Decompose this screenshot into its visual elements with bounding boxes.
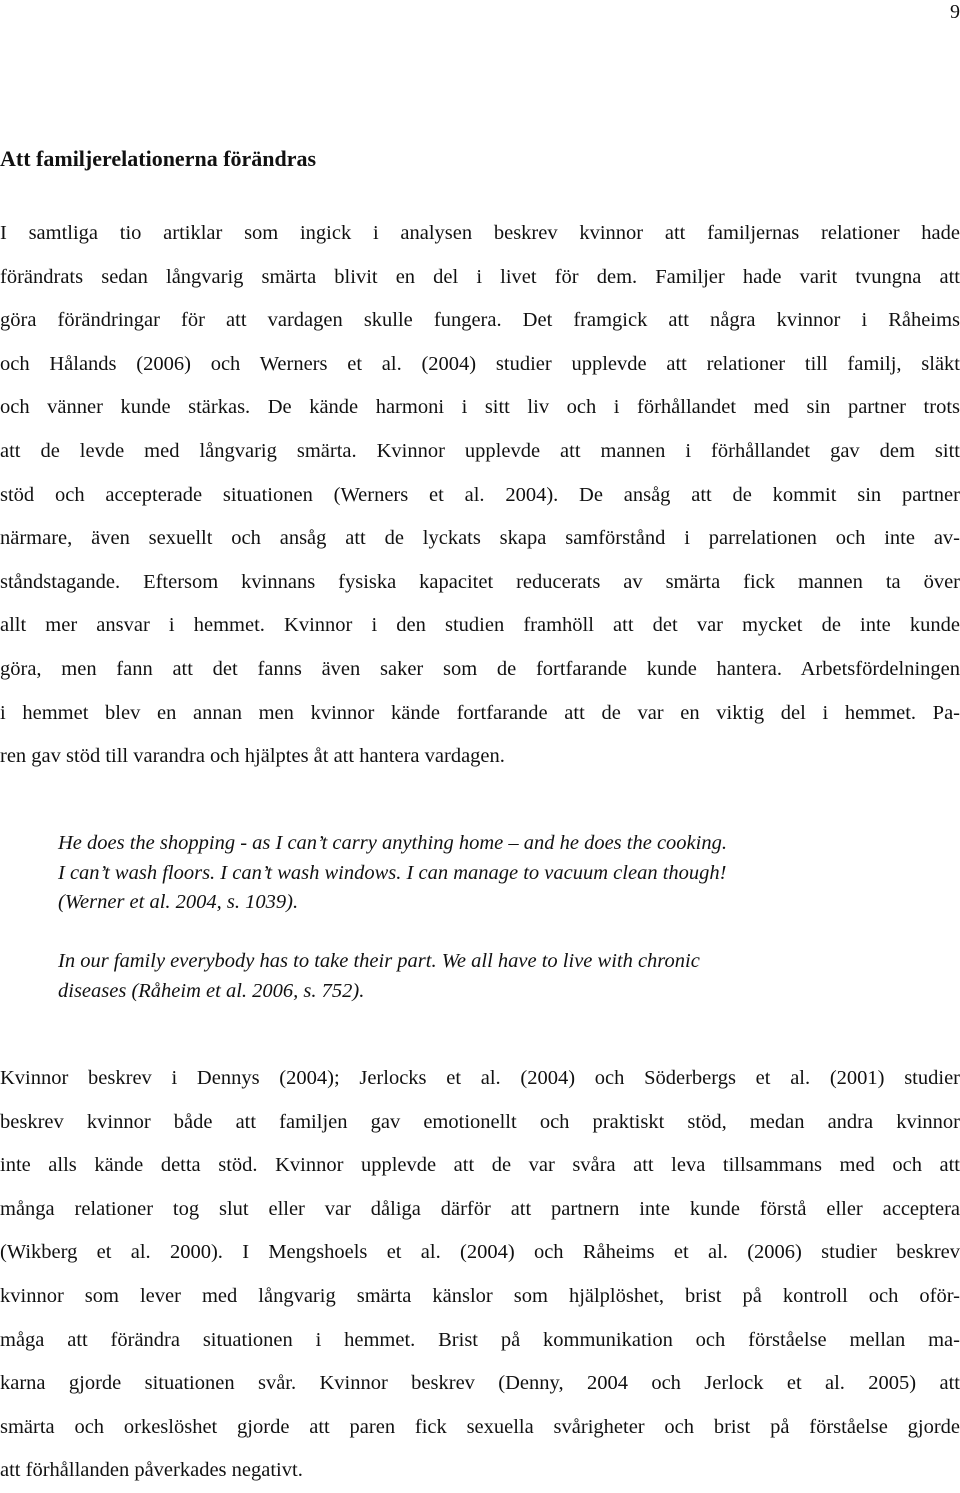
paragraph-line: stöd och accepterade situationen (Werners et al. 2004). De ansåg att de kommit sin partner — [0, 483, 960, 506]
paragraph-line: beskrev kvinnor både att familjen gav emotionellt och praktiskt stöd, medan andra kvinnor — [0, 1110, 960, 1133]
page-number: 9 — [950, 1, 960, 23]
section-heading: Att familjerelationerna förändras — [0, 146, 317, 171]
paragraph-line: göra, men fann att det fanns även saker som de fortfarande kunde hantera. Arbetsfördelningen — [0, 657, 960, 680]
quote-line: He does the shopping - as I can’t carry anything home – and he does the cooking. — [58, 832, 727, 854]
paragraph-line: allt mer ansvar i hemmet. Kvinnor i den studien framhöll att det var mycket de inte kunde — [0, 614, 960, 637]
block-quote-raheim — [58, 947, 918, 1006]
paragraph-line: i hemmet blev en annan men kvinnor kände fortfarande att de var en viktig del i hemmet. Pa- — [0, 701, 960, 724]
paragraph-line: inte alls kände detta stöd. Kvinnor upplevde att de var svåra att leva tillsammans med och att — [0, 1154, 960, 1177]
paragraph-line: närmare, även sexuellt och ansåg att de lyckats skapa samförstånd i parrelationen och inte av- — [0, 527, 960, 550]
quote-line: diseases (Råheim et al. 2006, s. 752). — [58, 979, 365, 1002]
quote-line: (Werner et al. 2004, s. 1039). — [58, 891, 299, 913]
paragraph-line: många relationer tog slut eller var dåliga därför att partnern inte kunde förstå eller acceptera — [0, 1197, 960, 1220]
paragraph-line: Kvinnor beskrev i Dennys (2004); Jerlocks et al. (2004) och Söderbergs et al. (2001) studier — [0, 1067, 960, 1089]
paragraph-line: och Hålands (2006) och Werners et al. (2004) studier upplevde att relationer till familj, släkt — [0, 352, 960, 375]
paragraph-line: och vänner kunde stärkas. De kände harmoni i sitt liv och i förhållandet med sin partner trots — [0, 396, 960, 419]
paragraph-line: göra förändringar för att vardagen skulle fungera. Det framgick att några kvinnor i Råheims — [0, 309, 960, 332]
paragraph-line: att de levde med långvarig smärta. Kvinnor upplevde att mannen i förhållandet gav dem sitt — [0, 439, 960, 462]
quote-line: In our family everybody has to take their part. We all have to live with chronic — [58, 950, 700, 972]
paragraph-line: karna gjorde situationen svår. Kvinnor beskrev (Denny, 2004 och Jerlock et al. 2005) att — [0, 1372, 960, 1395]
block-quote-werner — [58, 829, 918, 918]
paragraph-line: förändrats sedan långvarig smärta blivit en del i livet för dem. Familjer hade varit tvungna att — [0, 265, 960, 288]
paragraph-line: ståndstagande. Eftersom kvinnans fysiska kapacitet reducerats av smärta fick mannen ta över — [0, 570, 960, 593]
paragraph-family-relations — [0, 212, 960, 779]
paragraph-line: ren gav stöd till varandra och hjälptes åt att hantera vardagen. — [0, 745, 505, 768]
paragraph-line: kvinnor som lever med långvarig smärta känslor som hjälplöshet, brist på kontroll och oför- — [0, 1284, 960, 1307]
paragraph-support — [0, 1057, 960, 1493]
quote-line: I can’t wash floors. I can’t wash windows. I can manage to vacuum clean though! — [58, 861, 727, 884]
paragraph-line: att förhållanden påverkades negativt. — [0, 1459, 303, 1482]
paragraph-line: (Wikberg et al. 2000). I Mengshoels et al. (2004) och Råheims et al. (2006) studier beskrev — [0, 1241, 960, 1264]
paragraph-line: I samtliga tio artiklar som ingick i analysen beskrev kvinnor att familjernas relationer hade — [0, 222, 960, 244]
paragraph-line: måga att förändra situationen i hemmet. Brist på kommunikation och förståelse mellan ma- — [0, 1328, 960, 1351]
paragraph-line: smärta och orkeslöshet gjorde att paren fick sexuella svårigheter och brist på förståelse gjorde — [0, 1415, 960, 1438]
